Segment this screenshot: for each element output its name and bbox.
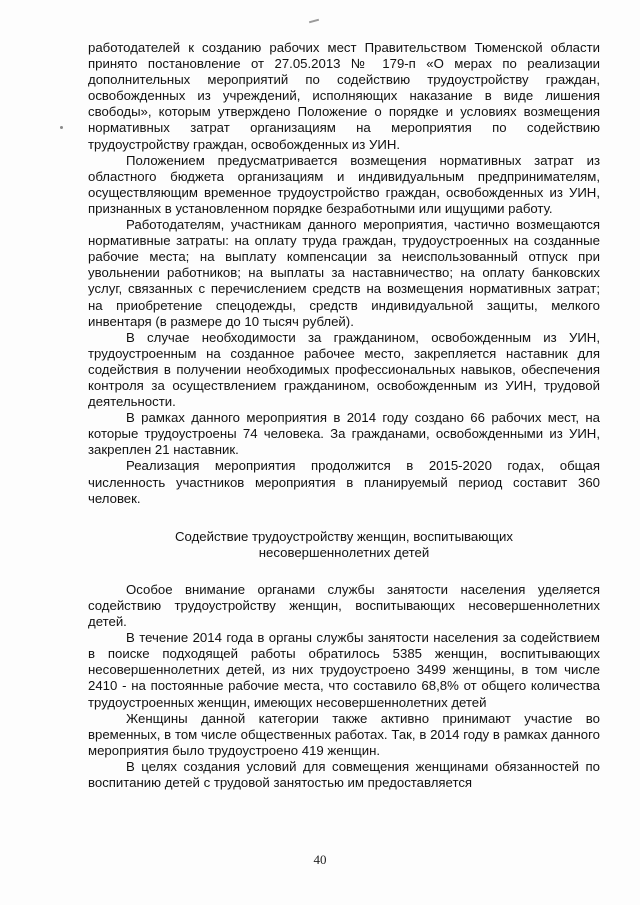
paragraph: Работодателям, участникам данного мероприятия, частично возмещаются нормативные затраты: на оплату труда граждан, трудоустроенных на созданные рабочие места; на выплату компенсации за неиспользованный отпуск при увольнении работников; на выплаты за наставничество; на оплату банковских услуг, связанных с перечислением средств на возмещения нормативных затрат; на приобретение спецодежды, средств индивидуальной защиты, мелкого инвентаря (в размере до 10 тысяч рублей). xyxy=(88,217,600,329)
scan-dot xyxy=(60,126,63,129)
page-number: 40 xyxy=(313,852,327,867)
paragraph-group-top xyxy=(88,40,600,507)
paragraph: Положением предусматривается возмещения нормативных затрат из областного бюджета организациям и индивидуальным предпринимателям, осуществляющим временное трудоустройство граждан, освобожденных из УИН, признанных в установленном порядке безработными или ищущими работу. xyxy=(88,152,600,216)
paragraph: работодателей к созданию рабочих мест Правительством Тюменской области принято постановление от 27.05.2013 № 179-п «О мерах по реализации дополнительных мероприятий по содействию трудоустройству граждан, освобожденных из учреждений, исполняющих наказание в виде лишения свободы», которым утверждено Положение о порядке и условиях возмещения нормативных затрат организациям на мероприятия по содействию трудоустройству граждан, освобожденных из УИН. xyxy=(88,40,600,152)
paragraph: В течение 2014 года в органы службы занятости населения за содействием в поиске подходящей работы обратилось 5385 женщин, воспитывающих несовершеннолетних детей, из них трудоустроено 3499 женщины, в том числе 2410 - на постоянные рабочие места, что составило 68,8% от общего количества трудоустроенных женщин, имеющих несовершеннолетних детей xyxy=(88,630,600,710)
paragraph: В случае необходимости за гражданином, освобожденным из УИН, трудоустроенным на созданное рабочее место, закрепляется наставник для содействия в получении необходимых профессиональных навыков, обеспечения контроля за осуществлением гражданином, освобожденным из УИН, трудовой деятельности. xyxy=(88,329,600,410)
section-heading-line: Содействие трудоустройству женщин, воспитывающих xyxy=(175,528,513,544)
paragraph: Реализация мероприятия продолжится в 2015-2020 годах, общая численность участников мероприятия в планируемый период составит 360 человек. xyxy=(88,458,600,506)
paragraph: В целях создания условий для совмещения женщинами обязанностей по воспитанию детей с трудовой занятостью им предоставляется xyxy=(88,758,600,791)
paragraph: Женщины данной категории также активно принимают участие во временных, в том числе общественных работах. Так, в 2014 году в рамках данного мероприятия было трудоустроено 419 женщин. xyxy=(88,710,600,758)
paragraph-group-bottom xyxy=(88,582,600,791)
paragraph: Особое внимание органами службы занятости населения уделяется содействию трудоустройству женщин, воспитывающих несовершеннолетних детей. xyxy=(88,581,600,630)
section-heading-line: несовершеннолетних детей xyxy=(258,545,430,561)
section-heading xyxy=(88,529,600,562)
scan-mark xyxy=(309,19,319,24)
paragraph: В рамках данного мероприятия в 2014 году создано 66 рабочих мест, на которые трудоустроены 74 человека. За гражданами, освобожденными из УИН, закреплен 21 наставник. xyxy=(88,410,600,458)
document-body xyxy=(88,40,600,791)
